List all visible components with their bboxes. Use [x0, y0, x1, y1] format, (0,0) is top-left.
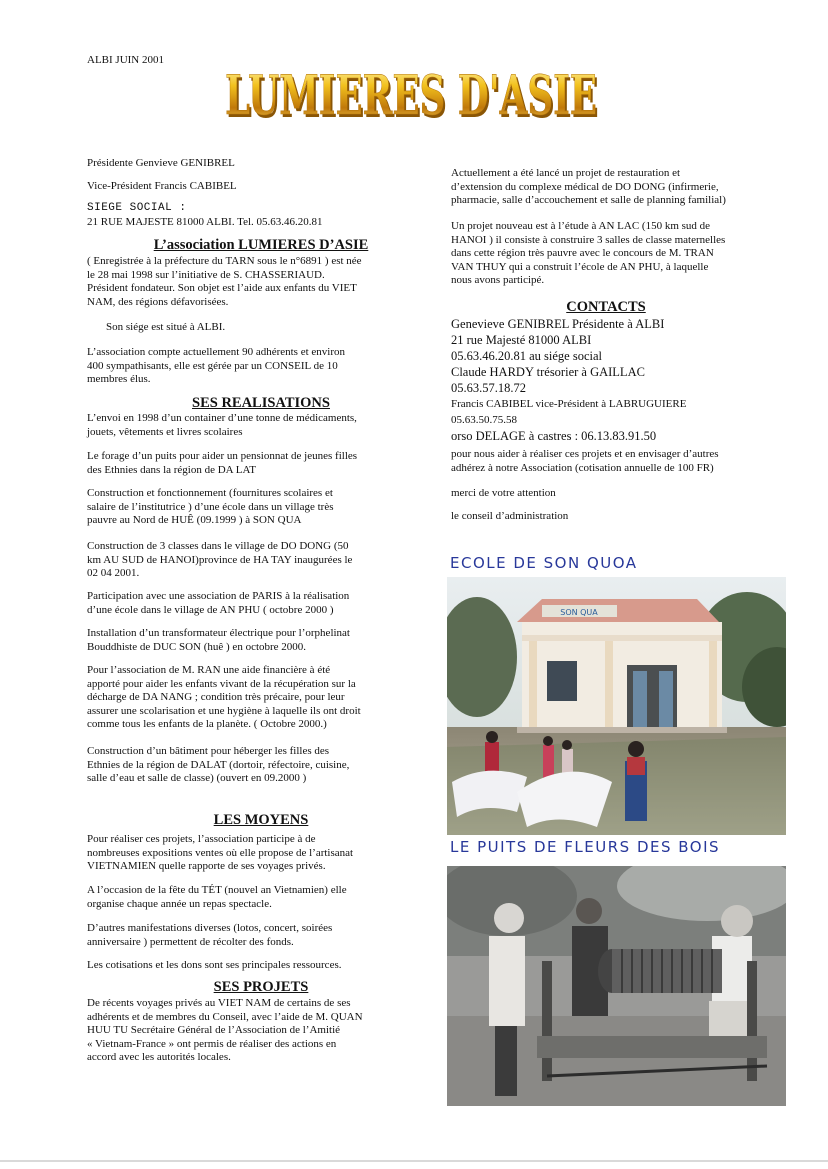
- realisation-item: Construction d’un bâtiment pour héberger les filles des Ethnies de la région de DALAT (dortoir, réfectoire, cuisine, salle d’eau et salle de classe) (ouvert en 09.2000 ): [87, 745, 350, 785]
- contact-line: 05.63.46.20.81 au siége social: [451, 349, 603, 363]
- logo: [218, 42, 604, 134]
- siege-address: 21 RUE MAJESTE 81000 ALBI. Tel. 05.63.46.20.81: [87, 216, 323, 228]
- closing-thanks: merci de votre attention: [451, 487, 556, 499]
- association-title: L’association LUMIERES D’ASIE: [153, 237, 369, 253]
- school-sign-text: SON QUA: [560, 608, 598, 617]
- officer-presidente: Présidente Genvieve GENIBREL: [87, 157, 235, 169]
- contact-line: 21 rue Majesté 81000 ALBI: [451, 333, 592, 347]
- moyens-item: A l’occasion de la fête du TÉT (nouvel an Vietnamien) elle organise chaque année un repas spectacle.: [87, 884, 347, 910]
- realisation-item: Pour l’association de M. RAN une aide financière à été apporté pour aider les enfants vivant de la récupération sur la décharge de DA NANG ; condition très précaire, pour leur assurer une scolarisation et une hygiène à laquelle ils ont droit comme tous les enfants de la planète. ( Octobre 2000.): [87, 664, 361, 731]
- closing-signature: le conseil d’administration: [451, 510, 569, 522]
- logo-shadow: LUMIERES D'ASIE: [227, 66, 599, 130]
- moyens-item: Les cotisations et les dons sont ses principales ressources.: [87, 959, 342, 971]
- logo-text: LUMIERES D'ASIE: [225, 63, 597, 127]
- association-siege: Son siége est situé à ALBI.: [106, 321, 226, 333]
- closing-help: pour nous aider à réaliser ces projets et en envisager d’autres adhérez à notre Association (cotisation annuelle de 100 FR): [451, 448, 719, 474]
- realisation-item: Construction et fonctionnement (fournitures scolaires et salaire de l’institutrice ) d’une école dans un village très pauvre au Nord de HUÊ (09.1999 ) à SON QUA: [87, 487, 334, 527]
- moyens-item: Pour réaliser ces projets, l’association participe à de nombreuses expositions ventes où elle propose de l’artisanat VIETNAMIEN quelle rapporte de ses voyages privés.: [87, 833, 354, 873]
- moyens-title: LES MOYENS: [213, 812, 309, 828]
- realisation-item: L’envoi en 1998 d’un container d’une tonne de médicaments, jouets, vêtements et livres scolaires: [87, 412, 357, 438]
- siege-label: SIEGE SOCIAL :: [87, 202, 187, 214]
- projets-title: SES PROJETS: [213, 979, 309, 995]
- realisations-title: SES REALISATIONS: [192, 395, 330, 411]
- realisation-item: Installation d’un transformateur électrique pour l’orphelinat Bouddhiste de DUC SON (huê ) en octobre 2000.: [87, 627, 350, 653]
- contact-line: 05.63.57.18.72: [451, 381, 526, 395]
- contact-line: Genevieve GENIBREL Présidente à ALBI: [451, 317, 665, 331]
- contacts-block: [451, 316, 811, 444]
- officer-vice: Vice-Président Francis CABIBEL: [87, 180, 237, 192]
- contact-line: Claude HARDY trésorier à GAILLAC: [451, 365, 645, 379]
- realisation-item: Construction de 3 classes dans le village de DO DONG (50 km AU SUD de HANOI)province de HA TAY inaugurées le 02 04 2001.: [87, 540, 353, 580]
- realisation-item: Participation avec une association de PARIS à la réalisation d’une école dans le village de AN PHU ( octobre 2000 ): [87, 590, 350, 616]
- contact-line: orso DELAGE à castres : 06.13.83.91.50: [451, 429, 657, 443]
- well-photo: [447, 866, 786, 1106]
- photo-caption-school: ECOLE DE SON QUOA: [450, 554, 638, 572]
- project-do-dong: Actuellement a été lancé un projet de restauration et d’extension du complexe médical de DO DONG (infirmerie, pharmacie, salle d’accouchement et salle de planning familial): [451, 167, 726, 207]
- association-intro: ( Enregistrée à la préfecture du TARN sous le n°6891 ) est née le 28 mai 1998 sur l’initiative de S. CHASSERIAUD. Président fondateur. Son objet est l’aide aux enfants du VIET NAM, des régions défavorisées.: [87, 255, 362, 308]
- school-photo: [447, 577, 786, 835]
- contact-line: Francis CABIBEL vice-Président à LABRUGUIERE: [451, 398, 687, 410]
- contacts-title: CONTACTS: [566, 299, 646, 315]
- projets-text: De récents voyages privés au VIET NAM de certains de ses adhérents et de membres du Conseil, avec l’aide de M. QUAN HUU TU Secrétaire Général de l’Association de l’Amitié « Vietnam-France » ont permis de réaliser des actions en accord avec les autorités locales.: [87, 997, 363, 1064]
- moyens-item: D’autres manifestations diverses (lotos, concert, soirées anniversaire ) permettent de récolter des fonds.: [87, 922, 333, 948]
- project-an-lac: Un projet nouveau est à l’étude à AN LAC (150 km sud de HANOI ) il consiste à construire 3 salles de classe maternelles dans cette région très pauvre avec le concours de M. TRAN VAN THUY qui a construit l’école de AN PHU, à laquelle nous avons participé.: [451, 220, 726, 287]
- bottom-divider: [0, 1160, 828, 1162]
- dateline: ALBI JUIN 2001: [87, 54, 164, 66]
- photo-caption-well: LE PUITS DE FLEURS DES BOIS: [450, 838, 721, 856]
- realisation-item: Le forage d’un puits pour aider un pensionnat de jeunes filles des Ethnies dans la région de DA LAT: [87, 450, 358, 476]
- association-members: L’association compte actuellement 90 adhérents et environ 400 sympathisants, elle est gérée par un CONSEIL de 10 membres élus.: [87, 346, 346, 386]
- contact-line: 05.63.50.75.58: [451, 414, 517, 426]
